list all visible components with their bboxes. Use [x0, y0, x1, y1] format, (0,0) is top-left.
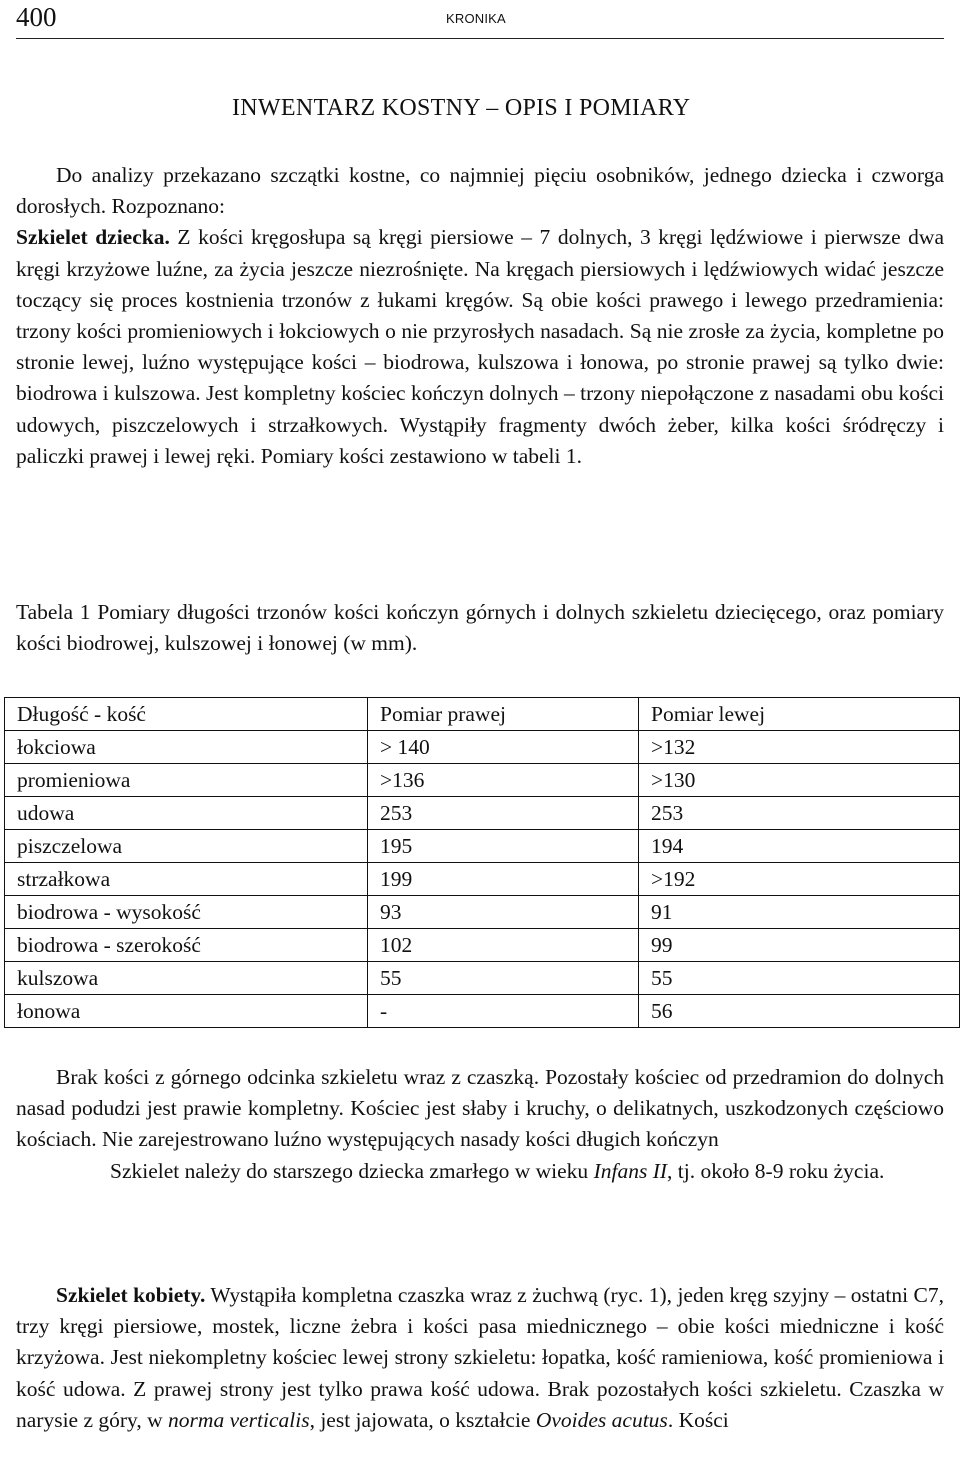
age-category: Infans II — [593, 1158, 668, 1183]
woman-italic-2: Ovoides acutus — [535, 1407, 668, 1432]
summary-paragraph: Brak kości z górnego odcinka szkieletu wraz z czaszką. Pozostały kościec od przedramion do dolnych nasad podudzi jest prawie kompletny. Kościec jest słaby i kruchy, o delikatnych, uszkodzonych częściowo kościach. Nie zarejestrowano luźno występujących nasady kości długich kończyn — [16, 1065, 944, 1152]
right-value-cell: - — [368, 995, 639, 1028]
left-value-cell: 194 — [639, 830, 960, 863]
table-row — [5, 863, 960, 896]
right-value-cell: 55 — [368, 962, 639, 995]
table-row — [5, 929, 960, 962]
woman-text-1: Wystąpiła kompletna czaszka wraz z żuchwą (ryc. 1), jeden kręg szyjny – ostatni C7, trzy kręgi piersiowe, mostek, liczne żebra i kości pasa miednicznego – obie kości miedniczne i kość krzyżowa. Jest niekompletny kościec lewej strony szkieletu: łopatka, kość ramieniowa, kość promieniowa i kość udowa. Z prawej strony jest tylko prawa kość udowa. Brak pozostałych kości szkieletu. Czaszka w narysie z góry, w — [16, 1283, 944, 1432]
table-row — [5, 995, 960, 1028]
age-paragraph — [16, 1156, 944, 1187]
right-value-cell: 93 — [368, 896, 639, 929]
bone-name-cell: łonowa — [5, 995, 368, 1028]
bone-name-cell: łokciowa — [5, 731, 368, 764]
table-row — [5, 797, 960, 830]
bone-name-cell: udowa — [5, 797, 368, 830]
section-title: INWENTARZ KOSTNY – OPIS I POMIARY — [232, 95, 691, 121]
left-value-cell: >130 — [639, 764, 960, 797]
woman-italic-1: norma verticalis — [168, 1407, 310, 1432]
table-row — [5, 830, 960, 863]
age-text-before: Szkielet należy do starszego dziecka zmarłego w wieku — [110, 1158, 594, 1183]
right-value-cell: >136 — [368, 764, 639, 797]
left-value-cell: 91 — [639, 896, 960, 929]
right-value-cell: 102 — [368, 929, 639, 962]
right-value-cell: > 140 — [368, 731, 639, 764]
table-row — [5, 764, 960, 797]
left-value-cell: 99 — [639, 929, 960, 962]
intro-line: Do analizy przekazano szczątki kostne, co najmniej pięciu osobników, jednego dziecka i czworga dorosłych. Rozpoznano: — [16, 163, 944, 219]
bone-name-cell: piszczelowa — [5, 830, 368, 863]
table-row — [5, 896, 960, 929]
bone-name-cell: kulszowa — [5, 962, 368, 995]
running-head: KRONIKA — [446, 11, 506, 26]
header-cell: Pomiar lewej — [639, 698, 960, 731]
age-text-after: , tj. około 8-9 roku życia. — [667, 1158, 885, 1183]
page-header — [16, 0, 944, 39]
right-value-cell: 253 — [368, 797, 639, 830]
bone-name-cell: strzałkowa — [5, 863, 368, 896]
left-value-cell: >192 — [639, 863, 960, 896]
table-caption: Tabela 1 Pomiary długości trzonów kości kończyn górnych i dolnych szkieletu dziecięcego, oraz pomiary kości biodrowej, kulszowej i łonowej (w mm). — [16, 600, 944, 656]
table-header-row — [5, 698, 960, 731]
table-row — [5, 962, 960, 995]
intro-paragraph — [16, 160, 944, 472]
table-row — [5, 731, 960, 764]
header-cell: Długość - kość — [5, 698, 368, 731]
measurements-table — [4, 697, 960, 1028]
left-value-cell: 253 — [639, 797, 960, 830]
right-value-cell: 199 — [368, 863, 639, 896]
woman-skeleton-label: Szkielet kobiety. — [56, 1283, 206, 1307]
left-value-cell: 56 — [639, 995, 960, 1028]
woman-text-3: . Kości — [667, 1407, 729, 1432]
bone-name-cell: biodrowa - wysokość — [5, 896, 368, 929]
right-value-cell: 195 — [368, 830, 639, 863]
bone-name-cell: promieniowa — [5, 764, 368, 797]
child-skeleton-text: Z kości kręgosłupa są kręgi piersiowe – 7 dolnych, 3 kręgi lędźwiowe i pierwsze dwa kręgi krzyżowe luźne, za życia jeszcze niezrośnięte. Na kręgach piersiowych i lędźwiowych widać jeszcze toczący się proces kostnienia trzonów z łukami kręgów. Są obie kości prawego i lewego przedramienia: trzony kości promieniowych i łokciowych o nie przyrosłych nasadach. Są nie zrosłe za życia, kompletne po stronie lewej, luźno występujące kości – biodrowa, kulszowa i łonowa, po stronie prawej są tylko dwie: biodrowa i kulszowa. Jest kompletny kościec kończyn dolnych – trzony niepołączone z nasadami obu kości udowych, piszczelowych i strzałkowych. Wystąpiły fragmenty dwóch żeber, kilka kości śródręczy i paliczki prawej i lewej ręki. Pomiary kości zestawiono w tabeli 1. — [16, 225, 945, 468]
page-number: 400 — [16, 2, 57, 32]
bone-name-cell: biodrowa - szerokość — [5, 929, 368, 962]
summary-section — [16, 1062, 944, 1187]
left-value-cell: 55 — [639, 962, 960, 995]
woman-text-2: , jest jajowata, o kształcie — [309, 1407, 536, 1432]
woman-skeleton-paragraph — [16, 1280, 944, 1436]
child-skeleton-label: Szkielet dziecka. — [16, 225, 170, 250]
left-value-cell: >132 — [639, 731, 960, 764]
header-cell: Pomiar prawej — [368, 698, 639, 731]
